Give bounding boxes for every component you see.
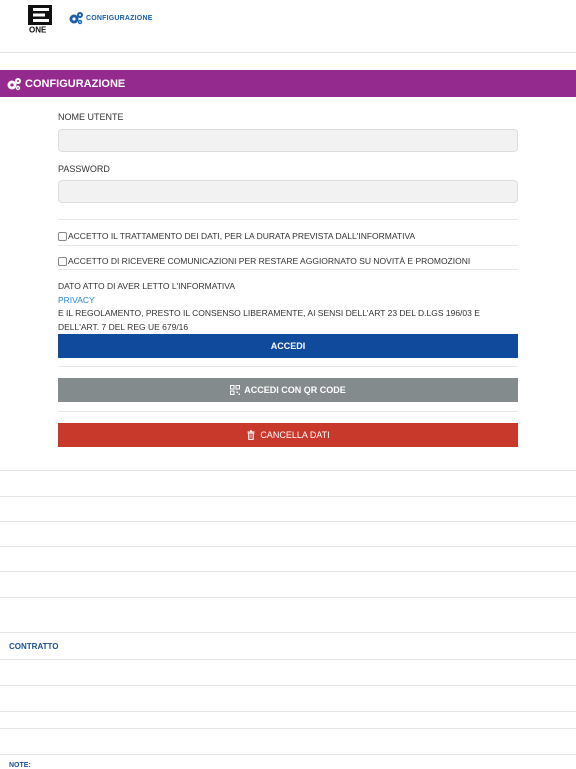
list-row <box>0 470 576 471</box>
clear-data-button[interactable] <box>58 423 518 447</box>
consent-data-row <box>58 231 415 241</box>
privacy-info-line1: DATO ATTO DI AVER LETTO L'INFORMATIVA <box>58 281 236 291</box>
list-row <box>0 571 576 572</box>
divider <box>58 269 518 270</box>
password-label: PASSWORD <box>58 164 110 174</box>
qr-code-icon <box>230 385 240 395</box>
divider <box>58 366 518 367</box>
trash-icon <box>246 430 256 440</box>
list-row <box>0 659 576 660</box>
contract-label: CONTRATTO <box>9 642 59 651</box>
list-row <box>0 754 576 755</box>
username-field[interactable] <box>58 129 518 152</box>
top-bar <box>0 0 576 53</box>
app-logo[interactable] <box>28 5 52 33</box>
list-row <box>0 597 576 598</box>
divider <box>58 219 518 220</box>
clear-data-button-label: CANCELLA DATI <box>260 430 330 440</box>
consent-marketing-row <box>58 256 470 266</box>
list-row <box>0 685 576 686</box>
list-row <box>0 496 576 497</box>
list-row <box>0 546 576 547</box>
divider <box>58 245 518 246</box>
divider <box>58 411 518 412</box>
privacy-info <box>58 280 518 334</box>
logo-text: ONE <box>29 25 47 33</box>
consent-marketing-label: ACCETTO DI RICEVERE COMUNICAZIONI PER RESTARE AGGIORNATO SU NOVITÀ E PROMOZIONI <box>68 256 471 266</box>
login-button-label: ACCEDI <box>270 341 306 351</box>
list-row <box>0 728 576 729</box>
privacy-link[interactable]: PRIVACY <box>58 294 95 305</box>
list-row <box>0 521 576 522</box>
login-qr-button[interactable] <box>58 378 518 402</box>
config-link[interactable] <box>68 11 153 25</box>
list-row <box>0 632 576 633</box>
consent-data-checkbox[interactable] <box>58 232 67 241</box>
username-label: NOME UTENTE <box>58 112 124 122</box>
gears-icon <box>68 11 84 25</box>
consent-marketing-checkbox[interactable] <box>58 257 67 266</box>
notes-label: NOTE: <box>9 762 31 769</box>
gears-icon <box>6 77 22 91</box>
consent-data-label: ACCETTO IL TRATTAMENTO DEI DATI, PER LA DURATA PREVISTA DALL'INFORMATIVA <box>68 231 416 241</box>
privacy-info-line2: E IL REGOLAMENTO, PRESTO IL CONSENSO LIBERAMENTE, AI SENSI DELL'ART 23 DEL D.LGS 196/03 E DELL'ART. 7 DEL REG UE 679/16 <box>58 308 480 332</box>
list-row <box>0 711 576 712</box>
login-qr-button-label: ACCEDI CON QR CODE <box>244 385 346 395</box>
login-button[interactable] <box>58 334 518 358</box>
config-link-label[interactable]: CONFIGURAZIONE <box>86 14 153 22</box>
section-header <box>0 70 576 97</box>
password-field[interactable] <box>58 180 518 203</box>
section-title: CONFIGURAZIONE <box>25 77 126 90</box>
